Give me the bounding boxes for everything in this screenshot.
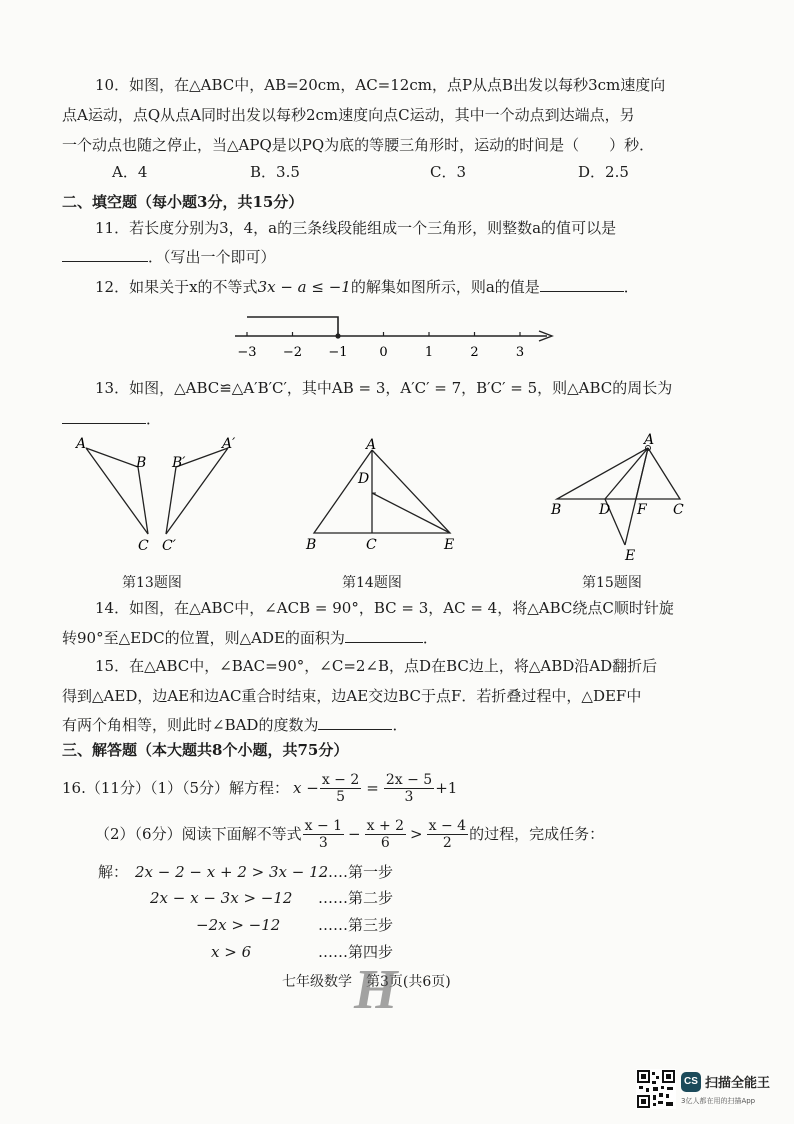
eq-fraction-2-denominator: 3	[404, 788, 414, 805]
q16-part1-label: 16.（11分）（1）（5分）解方程：	[62, 779, 290, 797]
step-4-tag: ……第四步	[318, 943, 394, 961]
q10-option-b: B．3.5	[250, 163, 300, 181]
label-b: B	[136, 455, 147, 471]
ineq-fraction-3-numerator: x − 4	[428, 817, 467, 834]
eq-equals: =	[366, 779, 379, 797]
q12-answer-blank[interactable]	[540, 276, 624, 292]
label-c: C	[366, 537, 377, 553]
solution-closed-dot	[335, 333, 340, 338]
q14-text: 转90°至△EDC的位置，则△ADE的面积为	[62, 629, 345, 647]
q10-line-1: 10．如图，在△ABC中，AB=20cm，AC=12cm，点P从点B出发以每秒3cm速度向	[95, 76, 666, 94]
q15-line-1: 15．在△ABC中，∠BAC=90°，∠C=2∠B，点D在BC边上，将△ABD沿AD翻折后	[95, 657, 658, 675]
scanner-tagline: 3亿人都在用的扫描App	[681, 1097, 756, 1105]
eq-x-minus: x −	[293, 779, 319, 797]
figure-14-caption: 第14题图	[342, 575, 402, 591]
label-c: C	[673, 502, 684, 518]
page-footer: 七年级数学 第3页(共6页)	[282, 974, 451, 990]
step-2-expr: 2x − x − 3x > −12	[150, 889, 293, 907]
step-1-expr: 2x − 2 − x + 2 > 3x − 12	[135, 863, 329, 881]
q12-line	[95, 276, 639, 297]
q12-end: ．	[623, 278, 639, 296]
figure-13	[70, 430, 250, 560]
step-3-tag: ……第三步	[318, 916, 394, 934]
number-line-tick-label: −2	[282, 345, 303, 360]
step-2-tag: ……第二步	[318, 889, 394, 907]
q10-option-c: C．3	[430, 163, 467, 181]
solution-label: 解：	[98, 863, 129, 881]
q15-text: 有两个角相等，则此时∠BAD的度数为	[62, 716, 319, 734]
q14-line-2	[62, 627, 438, 648]
ineq-fraction-1	[303, 818, 344, 851]
number-line-tick-label: −3	[237, 345, 257, 360]
q10-line-3: 一个动点也随之停止，当△APQ是以PQ为底的等腰三角形时，运动的时间是（ ）秒．	[62, 136, 655, 154]
label-a-prime: A′	[222, 436, 236, 452]
section-2-title: 二、填空题（每小题3分，共15分）	[62, 193, 304, 211]
ineq-minus: −	[348, 825, 361, 843]
triangle-abc	[557, 448, 680, 499]
number-line-tick-label: 2	[470, 345, 479, 360]
figure-15	[545, 428, 695, 563]
label-a: A	[366, 437, 377, 453]
label-c: C	[138, 538, 149, 554]
q14-end: ．	[422, 629, 438, 647]
q10-option-d: D．2.5	[578, 163, 629, 181]
label-b: B	[306, 537, 317, 553]
step-3-expr: −2x > −12	[196, 916, 281, 934]
q13-suffix: ．	[146, 410, 162, 428]
label-a: A	[76, 436, 87, 452]
number-line-tick-label: 1	[424, 345, 434, 360]
q12-text-after: 的解集如图所示，则a的值是	[350, 278, 540, 296]
label-c-prime: C′	[162, 538, 176, 554]
q12-inequality: 3x − a ≤ −1	[257, 278, 351, 296]
label-d: D	[599, 502, 611, 518]
page-stamp-letter: H	[354, 959, 398, 1021]
q15-answer-blank[interactable]	[318, 714, 392, 730]
q14-line-1: 14．如图，在△ABC中，∠ACB = 90°，BC = 3，AC = 4，将△ABC绕点C顺时针旋	[95, 599, 674, 617]
qr-code-icon	[636, 1069, 676, 1109]
number-line-tick-label: 3	[515, 345, 525, 360]
ineq-fraction-2-denominator: 6	[380, 834, 390, 851]
ineq-greater-than: >	[410, 825, 423, 843]
figure-14	[300, 435, 470, 555]
scanner-app-name: 扫描全能王	[705, 1076, 771, 1091]
label-e: E	[625, 548, 636, 563]
q10-line-2: 点A运动，点Q从点A同时出发以每秒2cm速度向点C运动，其中一个动点到达端点，另	[62, 106, 635, 124]
number-line-tick-label: −1	[328, 345, 348, 360]
q11-suffix: ．（写出一个即可）	[148, 248, 276, 266]
q13-line-1: 13．如图，△ABC≌△A′B′C′，其中AB = 3，A′C′ = 7，B′C′ = 5，则△ABC的周长为	[95, 379, 673, 397]
label-a: A	[644, 432, 655, 448]
ineq-fraction-2	[365, 818, 406, 851]
ineq-fraction-1-numerator: x − 1	[304, 817, 343, 834]
eq-fraction-1	[320, 772, 361, 805]
q15-end: ．	[392, 716, 408, 734]
label-b: B	[551, 502, 562, 518]
q13-answer-blank[interactable]	[62, 408, 146, 424]
eq-fraction-1-denominator: 5	[336, 788, 345, 805]
ineq-fraction-3-denominator: 2	[442, 834, 452, 851]
ineq-fraction-2-numerator: x + 2	[366, 817, 405, 834]
eq-fraction-2	[384, 772, 434, 805]
figure-15-caption: 第15题图	[582, 575, 642, 591]
label-b-prime: B′	[172, 455, 186, 471]
q16-part1	[62, 768, 457, 808]
ineq-fraction-1-denominator: 3	[318, 834, 328, 851]
q12-text-before: 12．如果关于x的不等式	[95, 278, 258, 296]
q16-part2	[95, 812, 604, 856]
segment-de	[372, 493, 450, 533]
q11-line-1: 11．若长度分别为3，4，a的三条线段能组成一个三角形，则整数a的值可以是	[95, 219, 617, 237]
step-1-tag: ……第一步	[318, 863, 394, 881]
scanner-logo-icon: CS	[681, 1072, 701, 1092]
q16-part2-label: （2）（6分）阅读下面解不等式	[95, 825, 302, 843]
label-d: D	[358, 471, 370, 487]
q11-answer-blank[interactable]	[62, 246, 148, 262]
label-f: F	[637, 502, 647, 518]
q13-line-2	[62, 408, 161, 429]
eq-tail: +1	[435, 779, 458, 797]
figure-13-caption: 第13题图	[122, 575, 182, 591]
ineq-fraction-3	[427, 818, 468, 851]
q16-part2-tail: 的过程，完成任务：	[469, 825, 605, 843]
q15-line-2: 得到△AED，边AE和边AC重合时结束，边AE交边BC于点F．若折叠过程中，△DEF中	[62, 687, 642, 705]
q12-number-line	[225, 305, 565, 365]
q15-line-3	[62, 714, 407, 735]
q11-line-2	[62, 246, 276, 267]
step-4-expr: x > 6	[211, 943, 252, 961]
q10-option-a: A．4	[112, 163, 148, 181]
number-line-tick-label: 0	[379, 345, 388, 360]
q14-answer-blank[interactable]	[345, 627, 423, 643]
eq-fraction-2-numerator: 2x − 5	[385, 771, 433, 788]
section-3-title: 三、解答题（本大题共8个小题，共75分）	[62, 741, 349, 759]
triangle-abe	[314, 450, 450, 533]
label-e: E	[444, 537, 455, 553]
eq-fraction-1-numerator: x − 2	[321, 771, 360, 788]
